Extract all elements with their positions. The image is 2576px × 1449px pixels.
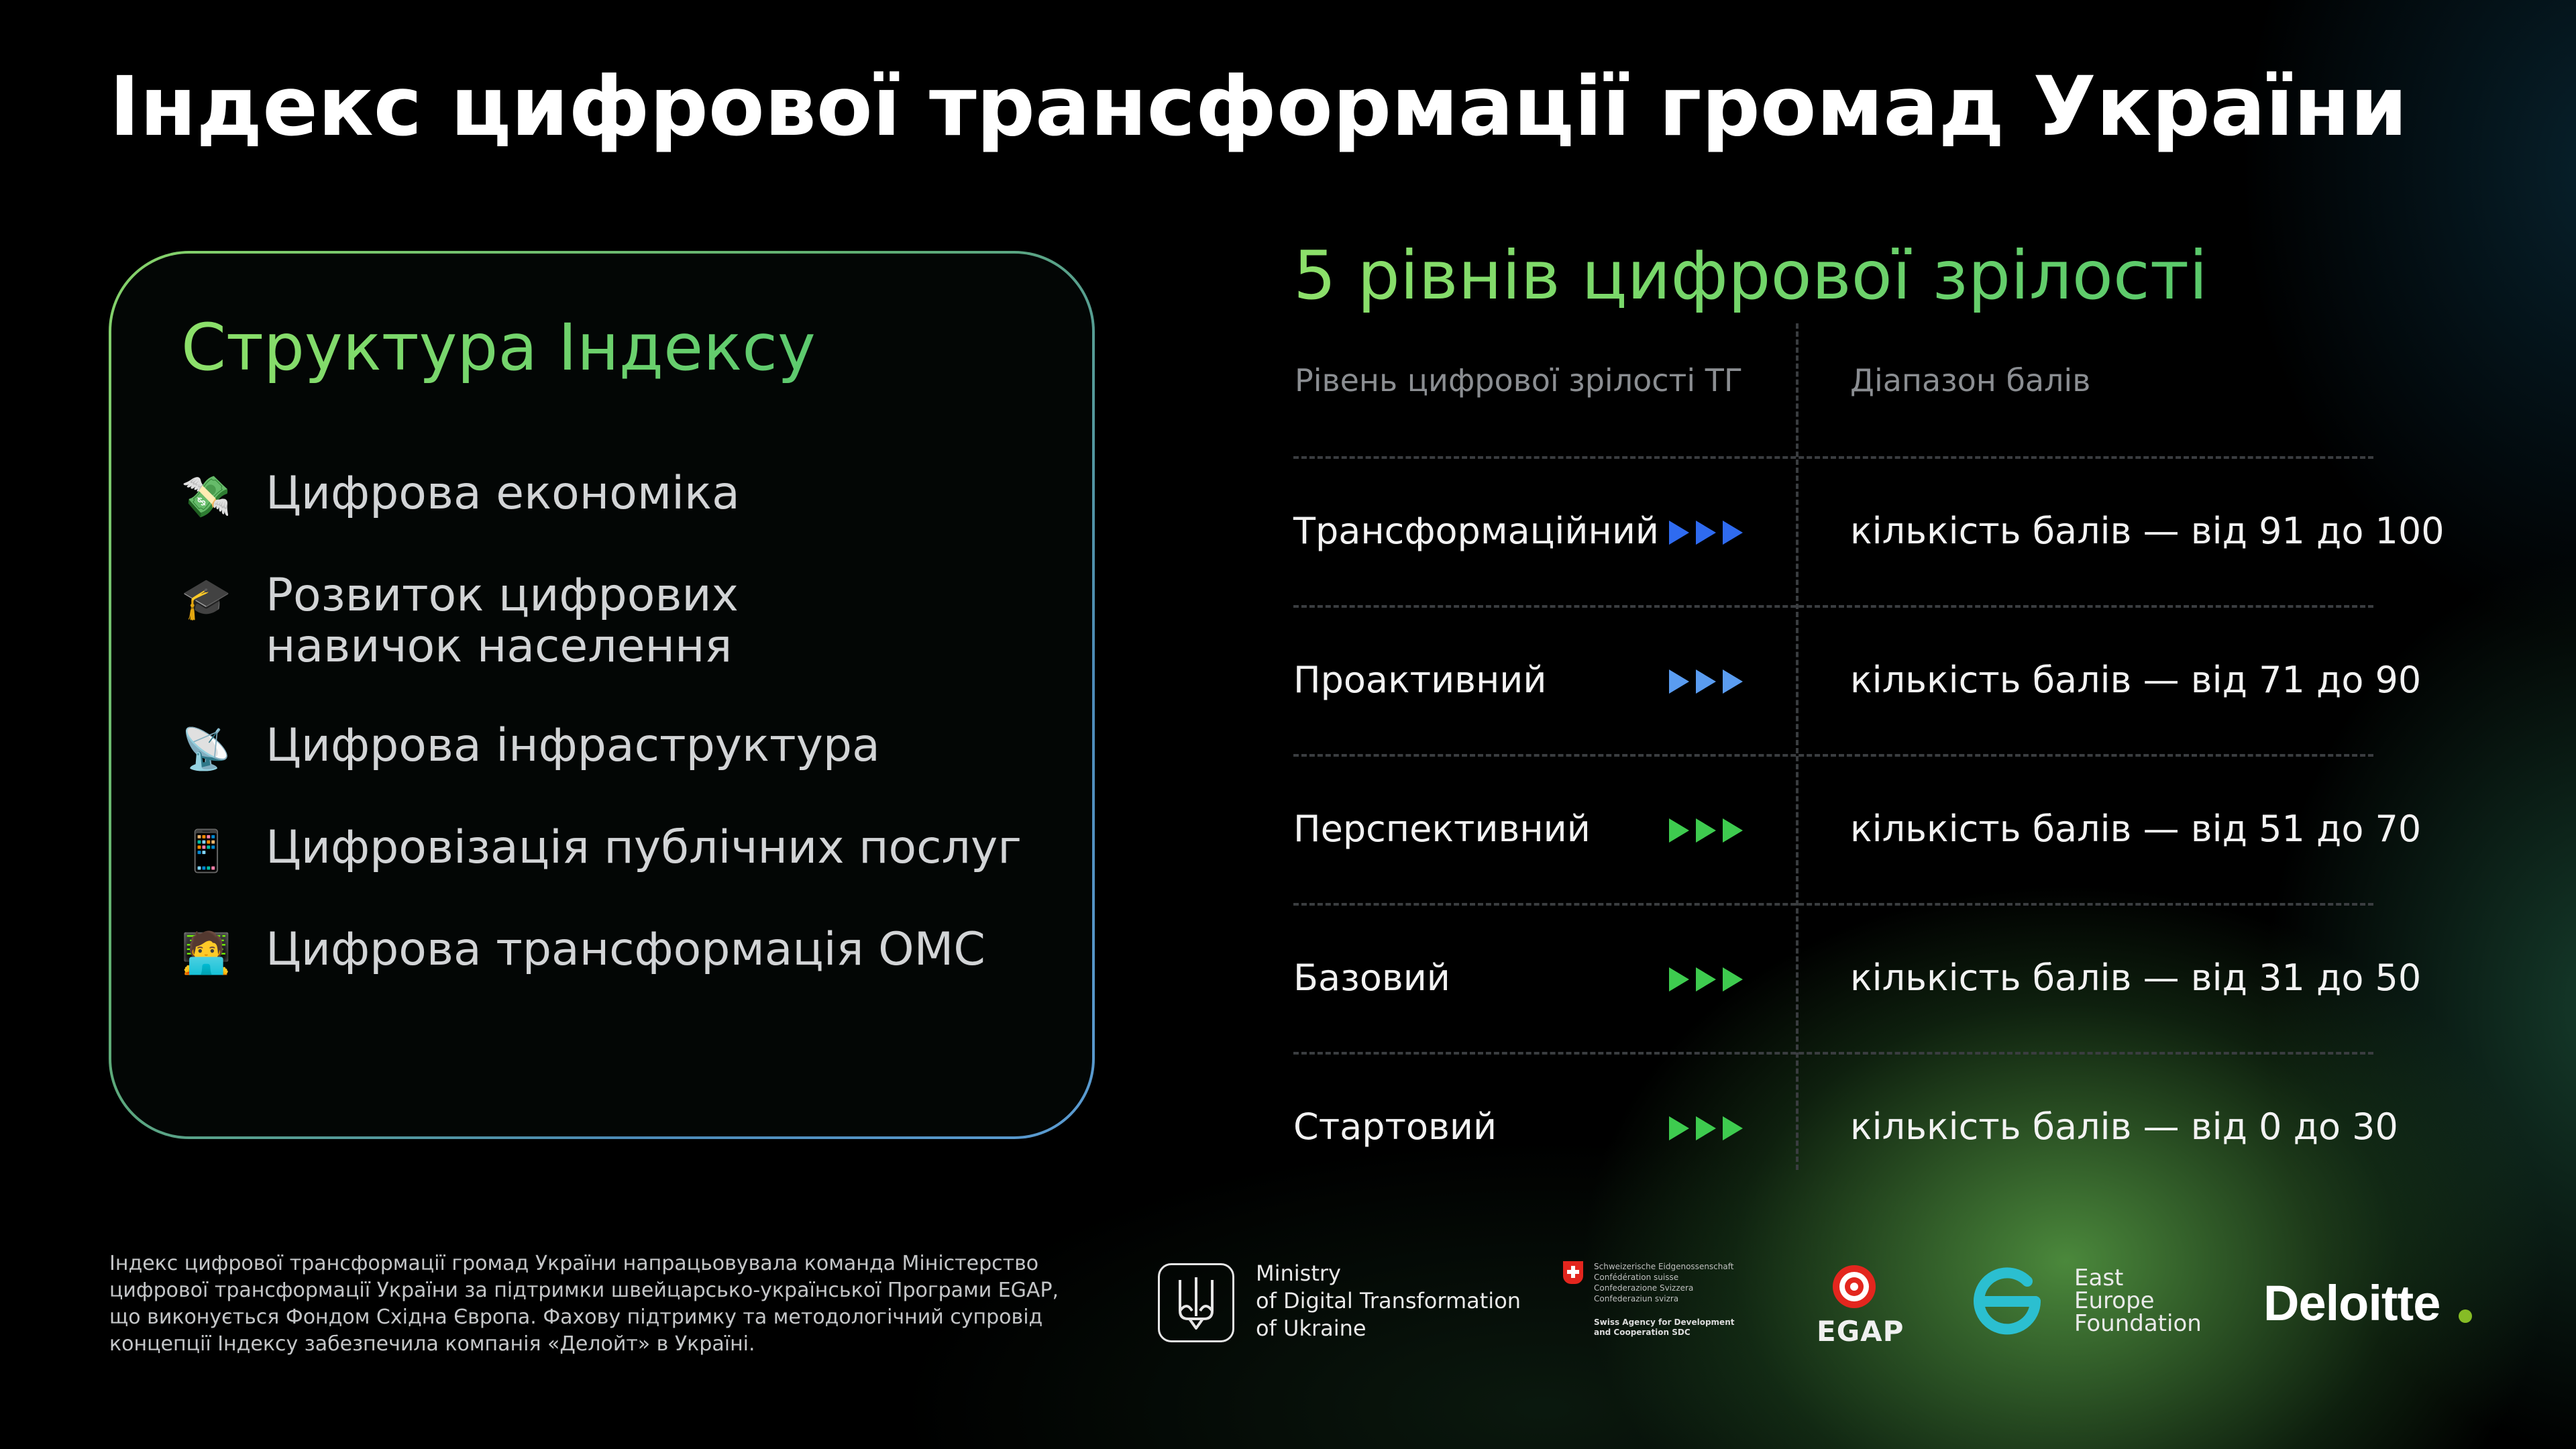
level-arrows [1669,1116,1743,1140]
level-name: Стартовий [1293,1106,1497,1148]
satellite-antenna-icon: 📡 [181,726,231,773]
swiss-confederation-logo [1563,1261,1751,1345]
list-item [181,570,739,672]
row-divider [1293,456,2373,459]
level-name: Трансформаційний [1293,510,1660,552]
list-item [181,924,985,978]
egap-wordmark: EGAP [1817,1315,1904,1348]
page-title: Індекс цифрової трансформації громад України [109,59,2408,154]
level-range: кількість балів — від 51 до 70 [1850,808,2422,850]
list-item [181,822,1022,876]
index-structure-card-body [111,254,1092,1136]
arrow-right-icon [1669,818,1689,843]
ministry-name: Ministry of Digital Transformation of Ukraine [1256,1260,1521,1341]
arrow-right-icon [1669,967,1689,991]
arrow-right-icon [1696,967,1716,991]
arrow-right-icon [1696,669,1716,694]
list-item-label: Цифрова трансформація ОМС [266,923,985,976]
column-header-range: Діапазон балів [1850,362,2091,398]
row-divider [1293,1052,2373,1055]
row-divider [1293,903,2373,906]
deloitte-logo: Deloitte [2263,1275,2440,1331]
arrow-right-icon [1669,521,1689,545]
column-header-level: Рівень цифрової зрілості ТГ [1295,362,1743,398]
level-name: Перспективний [1293,808,1591,850]
arrow-right-icon [1669,669,1689,694]
arrow-right-icon [1696,1116,1716,1140]
east-europe-foundation-name: East Europe Foundation [2074,1265,2202,1337]
ministry-trident-logo [1158,1263,1234,1342]
egap-emblem-icon [1814,1260,1894,1316]
swiss-confederation-text: Schweizerische Eidgenossenschaft Confédération suisse Confederazione Svizzera Confederaziun svizra [1594,1262,1734,1303]
graduation-cap-icon: 🎓 [181,576,231,623]
level-name: Базовий [1293,957,1450,999]
arrow-right-icon [1696,818,1716,843]
mobile-phone-icon: 📱 [181,828,231,875]
arrow-right-icon [1723,521,1743,545]
sdc-text: Swiss Agency for Development and Cooperation SDC [1594,1318,1735,1337]
arrow-right-icon [1669,1116,1689,1140]
level-range: кількість балів — від 31 до 50 [1850,957,2422,999]
column-divider [1796,323,1799,1170]
arrow-right-icon [1723,818,1743,843]
technologist-icon: 🧑‍💻 [181,930,231,977]
index-structure-card [109,251,1095,1139]
level-arrows [1669,669,1743,694]
row-divider [1293,754,2373,757]
level-range: кількість балів — від 91 до 100 [1850,510,2445,552]
arrow-right-icon [1696,521,1716,545]
list-item-label: Цифрова економіка [266,467,740,520]
list-item-label: Цифровізація публічних послуг [266,821,1022,874]
money-with-wings-icon: 💸 [181,474,231,521]
trident-icon [1175,1275,1218,1331]
structure-title: Структура Індексу [181,310,816,385]
eef-e-icon [1966,1260,2049,1343]
level-range: кількість балів — від 71 до 90 [1850,659,2422,701]
level-name: Проактивний [1293,659,1547,701]
arrow-right-icon [1723,669,1743,694]
east-europe-foundation-logo [1966,1260,2049,1343]
list-item [181,468,740,522]
arrow-right-icon [1723,1116,1743,1140]
arrow-right-icon [1723,967,1743,991]
row-divider [1293,605,2373,608]
list-item [181,720,880,774]
level-arrows [1669,521,1743,545]
list-item-label: Цифрова інфраструктура [266,719,880,772]
level-arrows [1669,967,1743,991]
level-range: кількість балів — від 0 до 30 [1850,1106,2398,1148]
deloitte-dot [2459,1309,2472,1323]
levels-title: 5 рівнів цифрової зрілості [1293,236,2208,315]
list-item-label: Розвиток цифрових навичок населення [266,569,739,673]
level-arrows [1669,818,1743,843]
footnote: Індекс цифрової трансформації громад України напрацьовувала команда Міністерство цифрової трансформації України за підтримки швейцарсько-української Програми EGAP, що виконується Фондом Східна Європа. Фахову підтримку та методологічний супровід концепції Індексу забезпечила компанія «Делойт» в Україні. [109,1252,1059,1356]
swiss-cross-icon [1563,1261,1583,1284]
